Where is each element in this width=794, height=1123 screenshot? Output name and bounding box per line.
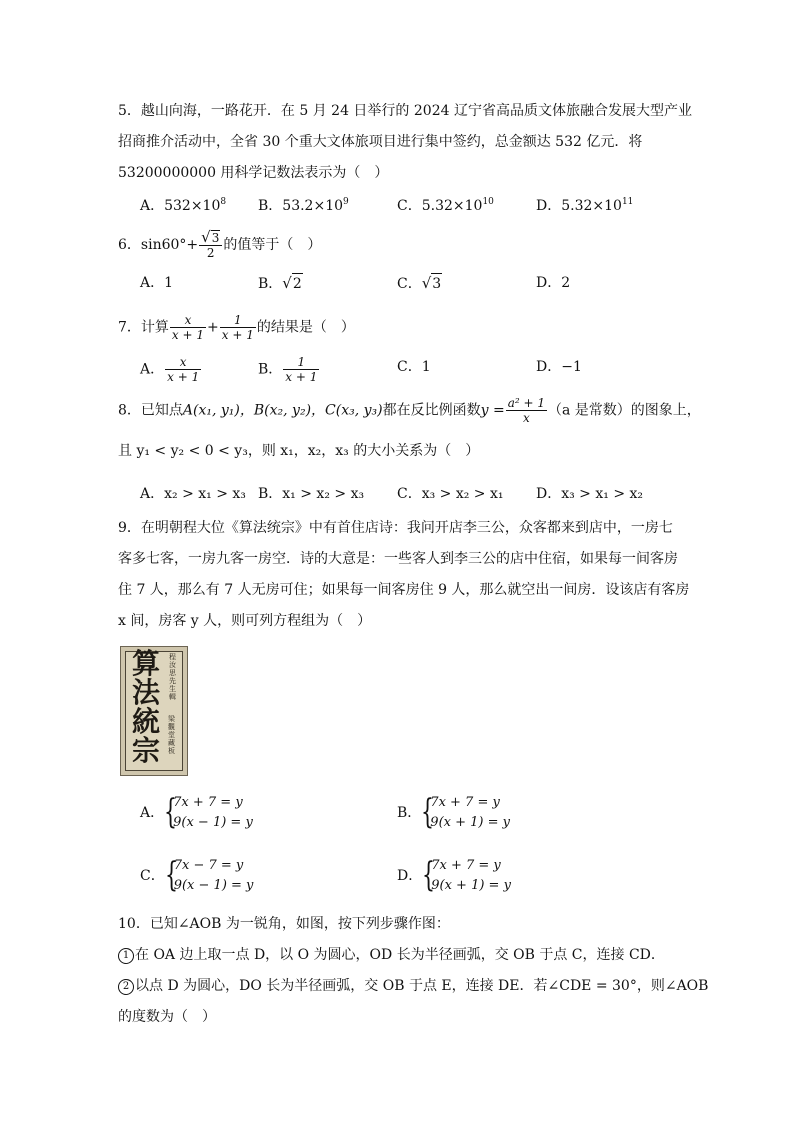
q9-option-c[interactable]: C． { 7x − 7 = y 9(x − 1) = y (140, 855, 254, 895)
q8-line1: 8．已知点A(x₁, y₁)，B(x₂, y₂)，C(x₃, y₃)都在反比例函数y = $\frac{\text{a² + 1}}{x}$ （a 是常数）的图象上， (118, 396, 701, 425)
q10-step2: 2 以点 D 为圆心，DO 长为半径画弧，交 OB 于点 E，连接 DE．若∠CDE = 30°，则∠AOB (118, 976, 708, 996)
q6-option-b[interactable]: B．√2 (258, 274, 302, 292)
q8-option-d[interactable]: D．x₃ > x₁ > x₂ (536, 486, 644, 502)
q9-option-b[interactable]: B． { 7x + 7 = y 9(x + 1) = y (397, 792, 510, 832)
book-bottom-text: 梁觀堂藏板 (168, 715, 175, 755)
q7-option-a[interactable]: A． $\frac{x}{x + 1}$ (140, 355, 200, 384)
q6-stem: 6．sin60°+ $\frac{√3}{2}$ 的值等于（ ） (118, 228, 322, 260)
q5-option-a[interactable]: A．$532\times 10^8$ (140, 197, 227, 214)
q7-option-b[interactable]: B． $\frac{1}{x + 1}$ (258, 355, 318, 384)
q10-line1: 10．已知∠AOB 为一锐角，如图，按下列步骤作图： (118, 916, 450, 932)
q9-line3: 住 7 人，那么有 7 人无房可住；如果每一间客房住 9 人，那么就空出一间房．设该店有客房 (118, 582, 690, 598)
q5-option-c[interactable]: C．$5.32\times 10^{10}$ (397, 197, 494, 214)
q9-line4: x 间，房客 y 人，则可列方程组为（ ） (118, 613, 372, 629)
q9-line2: 客多七客，一房九客一房空．诗的大意是：一些客人到李三公的店中住宿，如果每一间客房 (118, 551, 678, 567)
q10-line4: 的度数为（ ） (118, 1009, 216, 1025)
q6-option-a[interactable]: A．1 (140, 275, 174, 291)
book-side-text: 程汝思先生輯 (169, 653, 176, 701)
book-title: 算法統宗 (131, 647, 160, 767)
q9-option-a[interactable]: A． { 7x + 7 = y 9(x − 1) = y (140, 792, 253, 832)
q6-option-c[interactable]: C．√3 (397, 274, 442, 292)
q8-option-a[interactable]: A．x₂ > x₁ > x₃ (140, 486, 246, 502)
q9-option-d[interactable]: D． { 7x + 7 = y 9(x + 1) = y (397, 855, 511, 895)
q6-fraction: $\frac{√3}{2}$ (199, 230, 222, 260)
book-cover-image (120, 646, 188, 776)
q5-line1: 5．越山向海，一路花开．在 5 月 24 日举行的 2024 辽宁省高品质文体旅融合发展大型产业 (118, 103, 692, 119)
q9-line1: 9．在明朝程大位《算法统宗》中有首住店诗：我问开店李三公，众客都来到店中，一房七 (118, 520, 673, 536)
step-2-marker: 2 (118, 979, 134, 995)
q8-option-c[interactable]: C．x₃ > x₂ > x₁ (397, 486, 504, 502)
q8-line2: 且 y₁ < y₂ < 0 < y₃，则 x₁，x₂，x₃ 的大小关系为（ ） (118, 443, 480, 459)
q5-option-b[interactable]: B．$53.2\times 10^9$ (258, 197, 349, 214)
q7-option-d[interactable]: D．−1 (536, 359, 582, 375)
step-1-marker: 1 (118, 948, 134, 964)
q5-option-d[interactable]: D．$5.32\times 10^{11}$ (536, 197, 634, 214)
q5-line2: 招商推介活动中，全省 30 个重大文体旅项目进行集中签约，总金额达 532 亿元．将 (118, 134, 643, 150)
q6-option-d[interactable]: D．2 (536, 275, 571, 291)
q7-option-c[interactable]: C．1 (397, 359, 431, 375)
q10-step1: 1 在 OA 边上取一点 D，以 O 为圆心，OD 长为半径画弧，交 OB 于点 C，连接 CD． (118, 945, 665, 965)
q8-option-b[interactable]: B．x₁ > x₂ > x₃ (258, 486, 365, 502)
q7-stem: 7．计算 $\frac{x}{x + 1}$ + $\frac{1}{x + 1}$ 的结果是（ ） (118, 313, 355, 342)
q5-line3: 53200000000 用科学记数法表示为（ ） (118, 165, 389, 181)
